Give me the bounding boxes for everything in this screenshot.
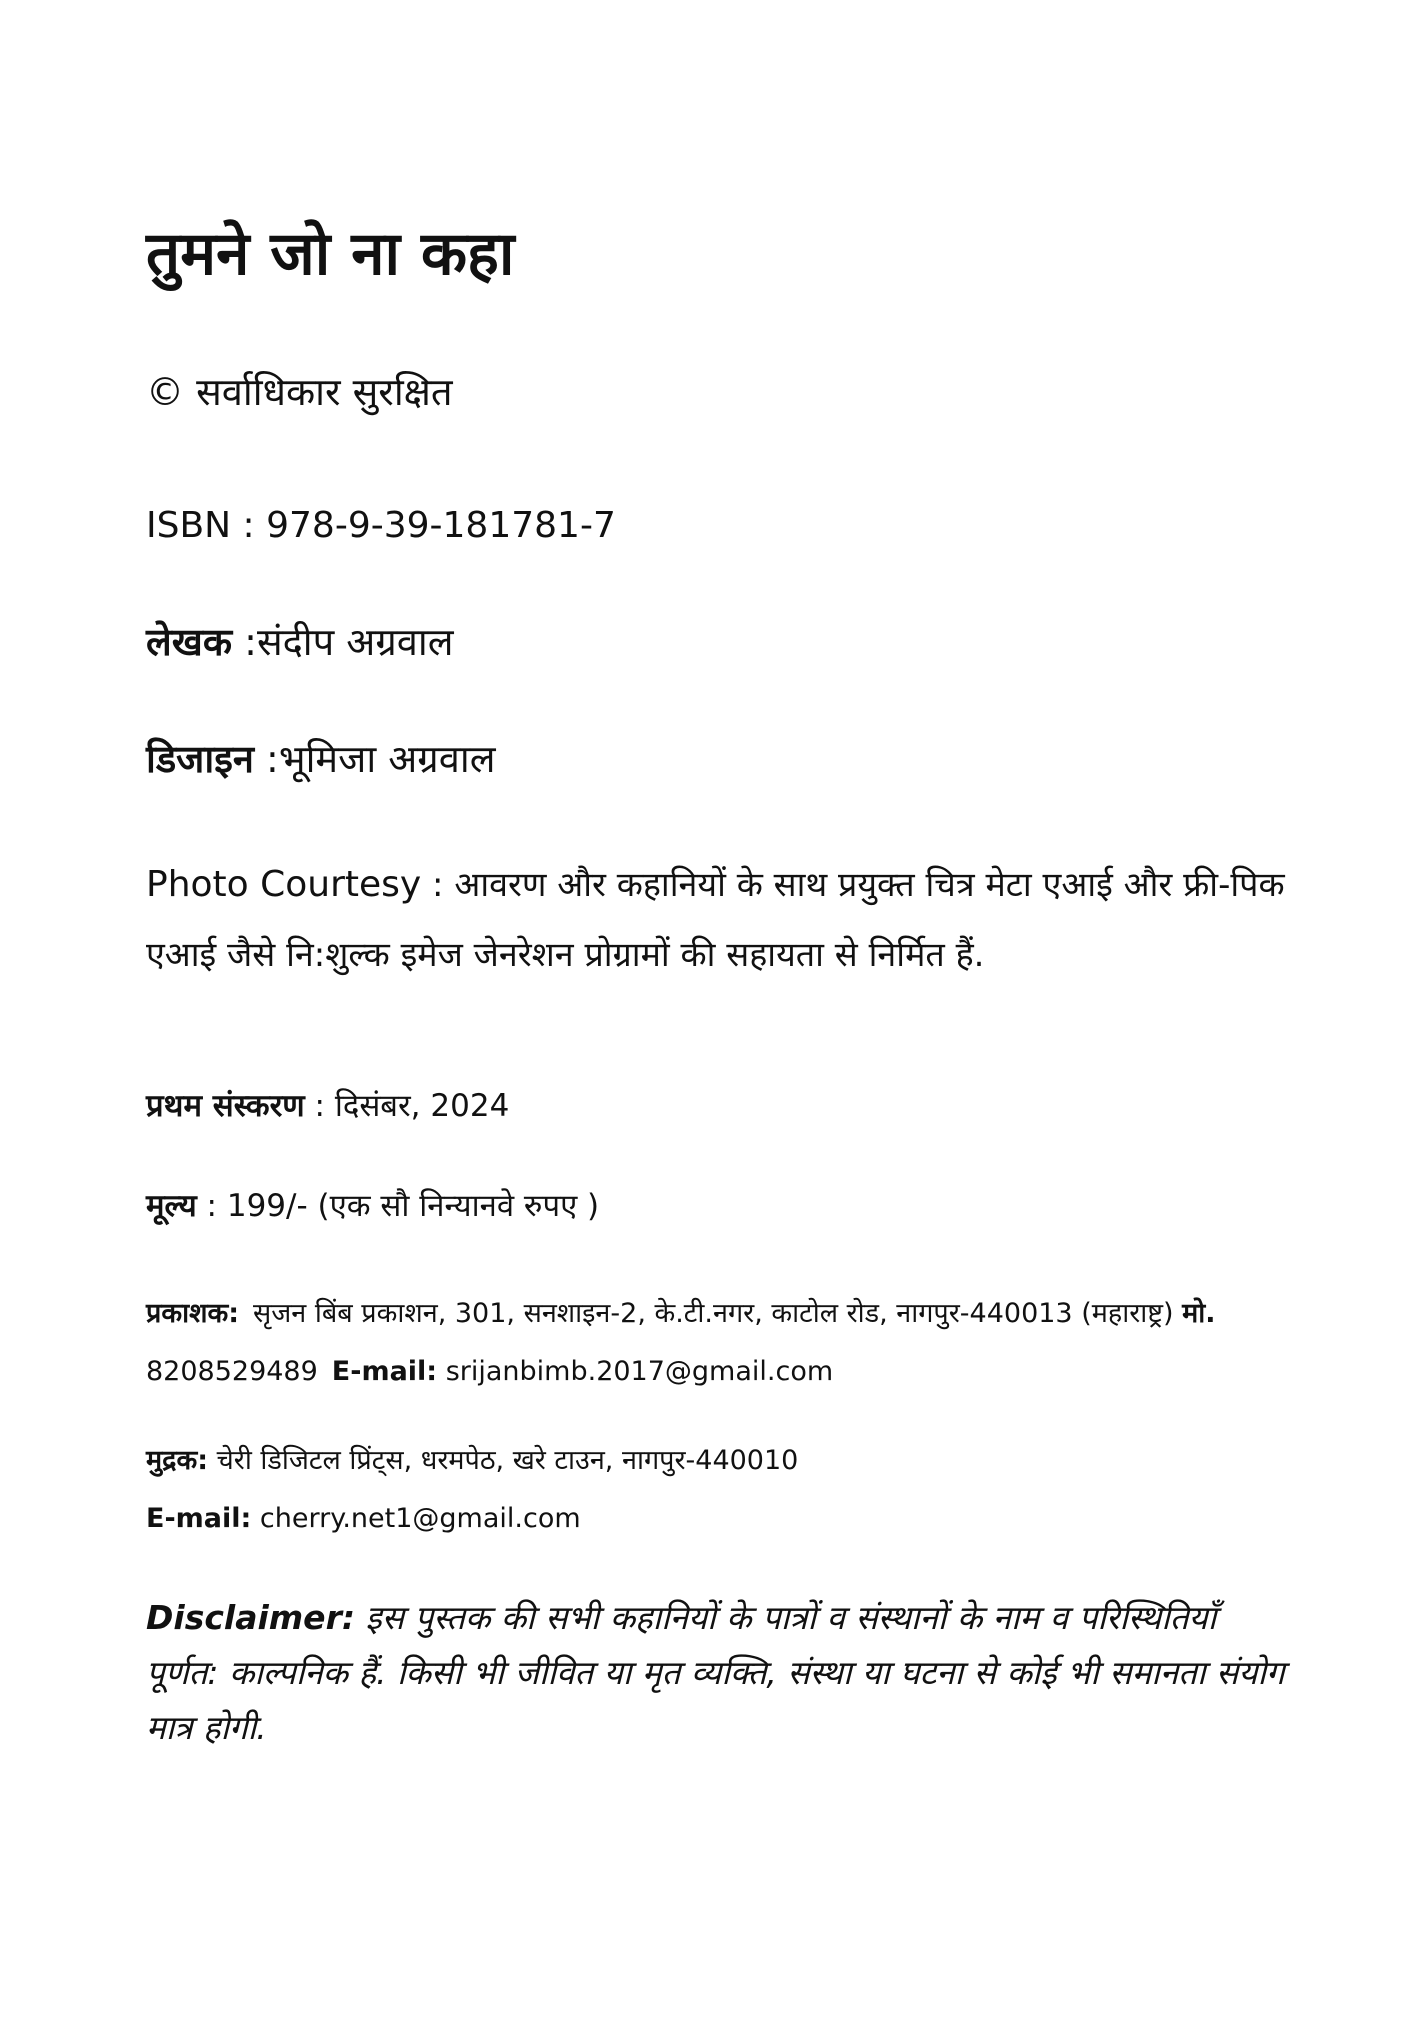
isbn-line bbox=[146, 503, 1296, 550]
printer-label: मुद्रक: bbox=[146, 1445, 209, 1476]
photo-courtesy-label: Photo Courtesy bbox=[146, 864, 422, 905]
price-line bbox=[146, 1185, 1296, 1228]
publisher-info bbox=[146, 1285, 1296, 1401]
edition-label: प्रथम संस्करण bbox=[146, 1088, 305, 1124]
price-label: मूल्य bbox=[146, 1188, 197, 1224]
photo-courtesy-text: आवरण और कहानियों के साथ प्रयुक्त चित्र मेटा एआई और फ्री-पिक एआई जैसे नि:शुल्क इमेज जेनरेशन प्रोग्रामों की सहायता से निर्मित हैं. bbox=[146, 865, 1285, 975]
disclaimer-text: इस पुस्तक की सभी कहानियों के पात्रों व संस्थानों के नाम व परिस्थितियाँ पूर्णत: काल्पनिक हैं. किसी भी जीवित या मृत व्यक्ति, संस्था या घटना से कोई भी समानता संयोग मात्र होगी. bbox=[146, 1598, 1285, 1747]
book-title: तुमने जो ना कहा bbox=[146, 219, 515, 289]
price-value: 199/- (एक सौ निन्यानवे रुपए ) bbox=[226, 1188, 600, 1224]
design-line bbox=[146, 735, 1296, 784]
price-separator: : bbox=[196, 1188, 227, 1224]
isbn-value: 978-9-39-181781-7 bbox=[266, 505, 616, 546]
printer-email-label: E-mail: bbox=[146, 1503, 252, 1534]
disclaimer-label: Disclaimer: bbox=[146, 1598, 356, 1637]
publisher-mobile: 8208529489 bbox=[146, 1356, 318, 1387]
photo-courtesy-separator: : bbox=[421, 865, 455, 905]
author-separator: : bbox=[232, 620, 257, 664]
edition-separator: : bbox=[304, 1088, 335, 1124]
author-label: लेखक bbox=[146, 620, 233, 664]
publisher-mobile-label: मो. bbox=[1182, 1298, 1216, 1329]
publisher-email: srijanbimb.2017@gmail.com bbox=[445, 1356, 834, 1387]
printer-address: चेरी डिजिटल प्रिंट्स, धरमपेठ, खरे टाउन, नागपुर-440010 bbox=[216, 1445, 799, 1476]
publisher-label: प्रकाशक: bbox=[146, 1298, 239, 1329]
copyright-notice: © सर्वाधिकार सुरक्षित bbox=[146, 370, 453, 414]
designer-name: भूमिजा अग्रवाल bbox=[278, 737, 496, 781]
author-name: संदीप अग्रवाल bbox=[256, 620, 454, 664]
publisher-email-label: E-mail: bbox=[331, 1356, 438, 1387]
edition-line bbox=[146, 1085, 1296, 1128]
printer-email: cherry.net1@gmail.com bbox=[259, 1503, 581, 1534]
author-line bbox=[146, 618, 1296, 667]
printer-info bbox=[146, 1432, 1296, 1548]
edition-date: दिसंबर, 2024 bbox=[334, 1088, 510, 1124]
design-label: डिजाइन bbox=[146, 737, 254, 781]
disclaimer bbox=[146, 1590, 1296, 1755]
isbn-label: ISBN bbox=[146, 505, 232, 546]
photo-courtesy bbox=[146, 850, 1296, 990]
publisher-address: सृजन बिंब प्रकाशन, 301, सनशाइन-2, के.टी.नगर, काटोल रोड, नागपुर-440013 (महाराष्ट्र) bbox=[253, 1298, 1174, 1329]
design-separator: : bbox=[253, 737, 279, 781]
isbn-separator: : bbox=[231, 505, 267, 546]
